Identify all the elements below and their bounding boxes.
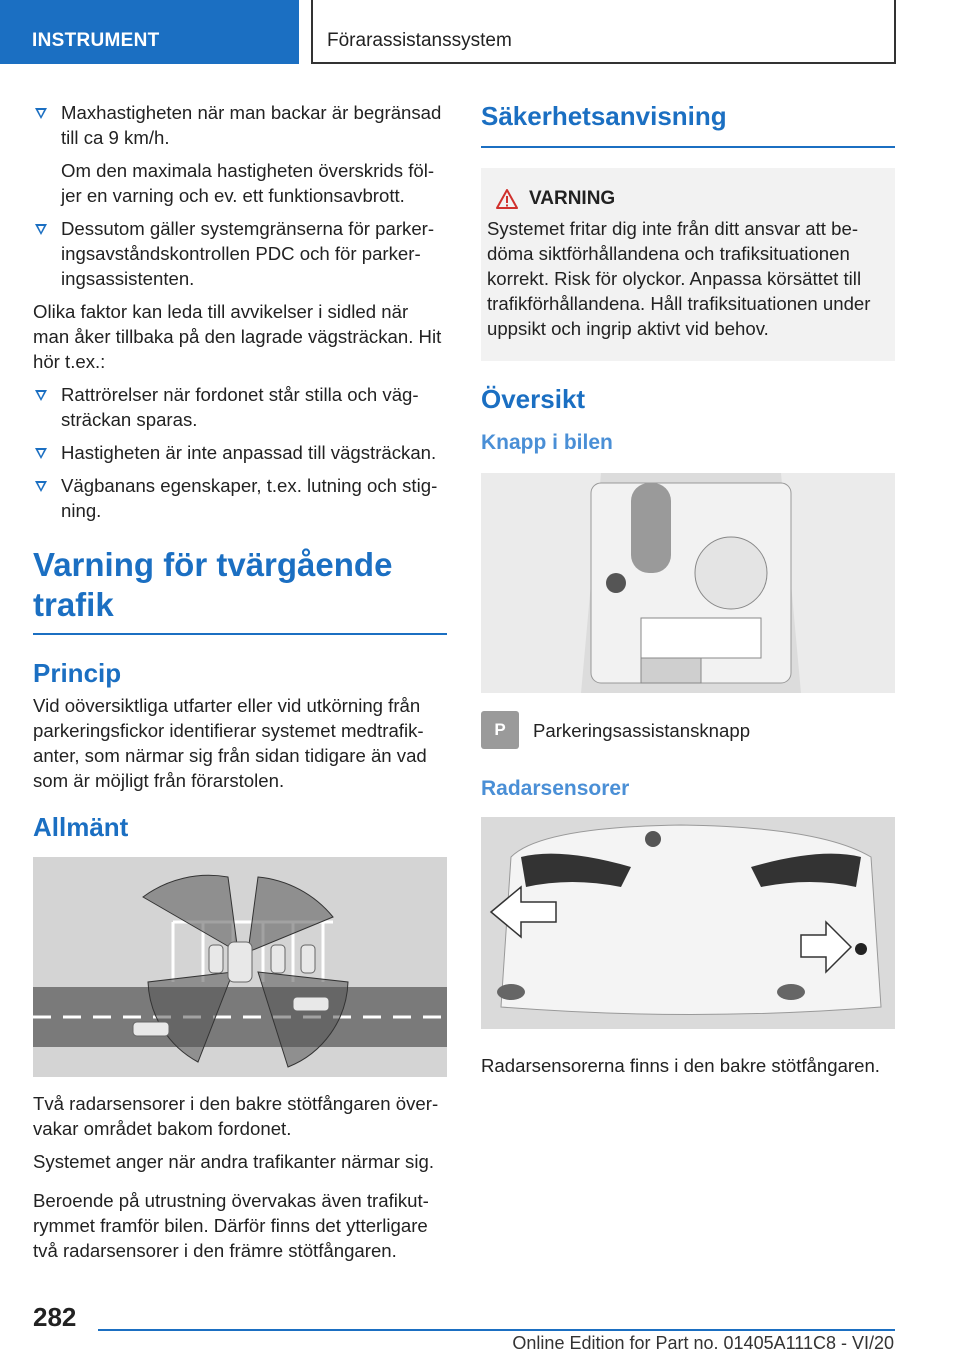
- subsection-heading-principle: Princip: [33, 658, 122, 688]
- general-text-3: Beroende på utrustning övervakas även trafikutrymmet framför bilen. Därför finns det ytterligare två radarsensorer i den främre stötfångaren.: [33, 1190, 429, 1261]
- radar-text: Radarsensorerna finns i den bakre stötfångaren.: [481, 1055, 880, 1076]
- paragraph: Olika faktor kan leda till avvikelser i sidled när man åker tillbaka på den lagrade vägsträckan. Hit hör t.ex.:: [33, 301, 442, 372]
- rear-bumper-photo: [481, 817, 895, 1029]
- bullet-triangle-icon: [35, 390, 47, 401]
- overview-heading: Översikt: [481, 384, 586, 414]
- general-text-1: Två radarsensorer i den bakre stötfångaren övervakar området bakom fordonet.: [33, 1093, 439, 1139]
- list-item: Dessutom gäller systemgränserna för parkeringsavståndskontrollen PDC och för parkeringsassistenten.: [33, 216, 447, 291]
- footer-edition: Online Edition for Part no. 01405A111C8 - VI/20: [512, 1333, 894, 1353]
- left-column: [33, 100, 447, 1263]
- subsection-heading-general: Allmänt: [33, 812, 129, 842]
- rear-bumper-illustration: [481, 817, 895, 1029]
- page-number: 282: [33, 1302, 77, 1332]
- button-legend: [481, 711, 895, 749]
- footer-divider: [98, 1329, 895, 1331]
- list-item: Hastigheten är inte anpassad till vägsträckan.: [33, 440, 447, 465]
- button-in-car-heading: Knapp i bilen: [481, 431, 613, 454]
- header-section-label: INSTRUMENT: [32, 30, 160, 51]
- cross-traffic-diagram: [33, 857, 447, 1077]
- center-console-illustration: [481, 473, 895, 693]
- header-section-tab: [0, 0, 299, 64]
- radar-heading: Radarsensorer: [481, 777, 630, 800]
- parking-assist-icon: P: [481, 711, 519, 749]
- button-legend-label: Parkeringsassistansknapp: [533, 719, 751, 741]
- bullet-triangle-icon: [35, 448, 47, 459]
- right-column: [481, 100, 895, 1078]
- warning-triangle-icon: [495, 188, 519, 210]
- bullet-triangle-icon: [35, 224, 47, 235]
- header-chapter-box: [311, 0, 896, 64]
- cross-traffic-illustration: [33, 857, 447, 1077]
- bullet-triangle-icon: [35, 481, 47, 492]
- list-item: Rattrörelser när fordonet står stilla och vägsträckan sparas.: [33, 382, 447, 432]
- warning-box: [481, 168, 895, 361]
- list-item: Maxhastigheten när man backar är begränsad till ca 9 km/h.: [33, 100, 447, 150]
- warning-text: Systemet fritar dig inte från ditt ansvar att bedöma siktförhållandena och trafiksituationen korrekt. Risk för olyckor. Anpassa körsättet till trafikförhållandena. Håll trafiksituationen under uppsikt och ingrip aktivt vid behov.: [487, 218, 871, 339]
- safety-heading: Säkerhetsanvisning: [481, 100, 895, 148]
- general-text-2: Systemet anger när andra trafikanter närmar sig.: [33, 1151, 434, 1172]
- section-heading: Varning för tvärgående trafik: [33, 545, 447, 635]
- header-chapter-label: Förarassistanssystem: [327, 30, 512, 51]
- principle-text: Vid oöversiktliga utfarter eller vid utkörning från parkeringsfickor identifierar systemet medtrafikanter, som närmar sig från sidan tidigare än vad som är möjligt från förarstolen.: [33, 695, 427, 791]
- center-console-photo: [481, 473, 895, 693]
- warning-title: VARNING: [487, 188, 889, 210]
- bullet-triangle-icon: [35, 108, 47, 119]
- list-item: Vägbanans egenskaper, t.ex. lutning och stigning.: [33, 473, 447, 523]
- bullet-note: Om den maximala hastigheten överskrids följer en varning och ev. ett funktionsavbrott.: [61, 160, 435, 206]
